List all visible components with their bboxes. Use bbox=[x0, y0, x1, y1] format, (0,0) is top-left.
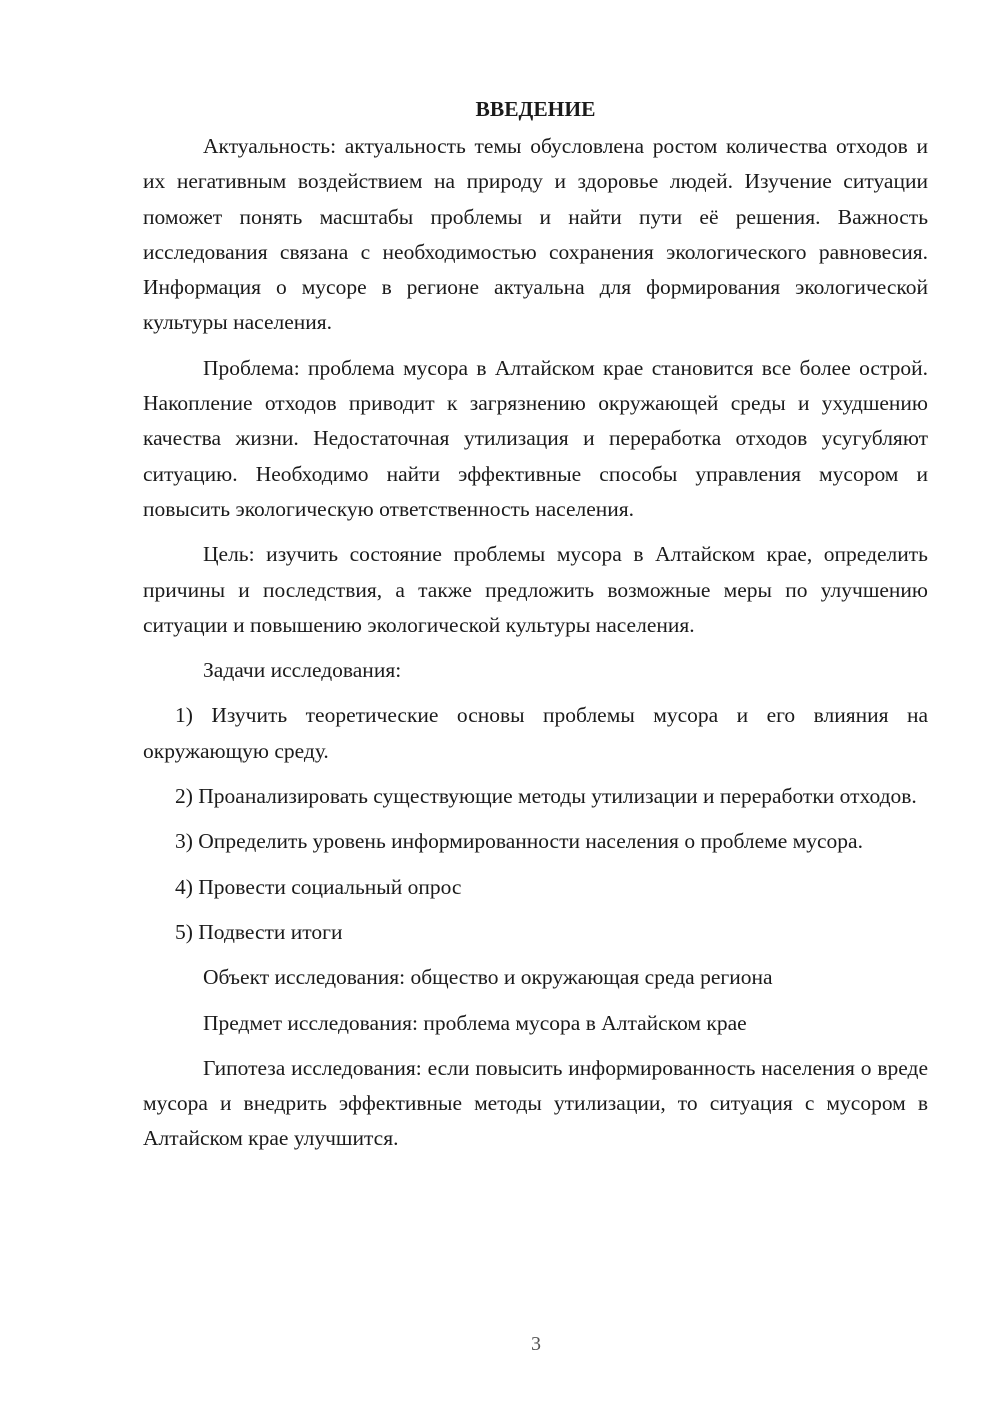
goal-paragraph: Цель: изучить состояние проблемы мусора в Алтайском крае, определить причины и последствия, а также предложить возможные меры по улучшению ситуации и повышению экологической культуры населения. bbox=[143, 542, 928, 637]
task-item: 5) Подвести итоги bbox=[175, 919, 343, 944]
section-title: ВВЕДЕНИЕ bbox=[475, 97, 596, 121]
object-paragraph: Объект исследования: общество и окружающая среда региона bbox=[203, 965, 773, 990]
task-item: 1) Изучить теоретические основы проблемы мусора и его влияния на окружающую среду. bbox=[143, 703, 928, 763]
page-number: 3 bbox=[531, 1333, 541, 1355]
relevance-paragraph: Актуальность: актуальность темы обусловлена ростом количества отходов и их негативным воздействием на природу и здоровье людей. Изучение ситуации поможет понять масштабы проблемы и найти пути её решения. Важность исследования связана с необходимостью сохранения экологического равновесия. Информация о мусоре в регионе актуальна для формирования экологической культуры населения. bbox=[143, 134, 928, 335]
hypothesis-paragraph: Гипотеза исследования: если повысить информированность населения о вреде мусора и внедрить эффективные методы утилизации, то ситуация с мусором в Алтайском крае улучшится. bbox=[143, 1055, 928, 1151]
page-content bbox=[143, 92, 928, 1167]
problem-paragraph: Проблема: проблема мусора в Алтайском крае становится все более острой. Накопление отходов приводит к загрязнению окружающей среды и ухудшению качества жизни. Недостаточная утилизация и переработка отходов усугубляют ситуацию. Необходимо найти эффективные способы управления мусором и повысить экологическую ответственность населения. bbox=[143, 355, 928, 521]
tasks-heading: Задачи исследования: bbox=[203, 658, 402, 683]
task-item: 4) Провести социальный опрос bbox=[175, 874, 462, 899]
subject-paragraph: Предмет исследования: проблема мусора в Алтайском крае bbox=[203, 1010, 747, 1035]
task-item: 2) Проанализировать существующие методы утилизации и переработки отходов. bbox=[175, 784, 917, 809]
task-item: 3) Определить уровень информированности населения о проблеме мусора. bbox=[175, 829, 863, 854]
